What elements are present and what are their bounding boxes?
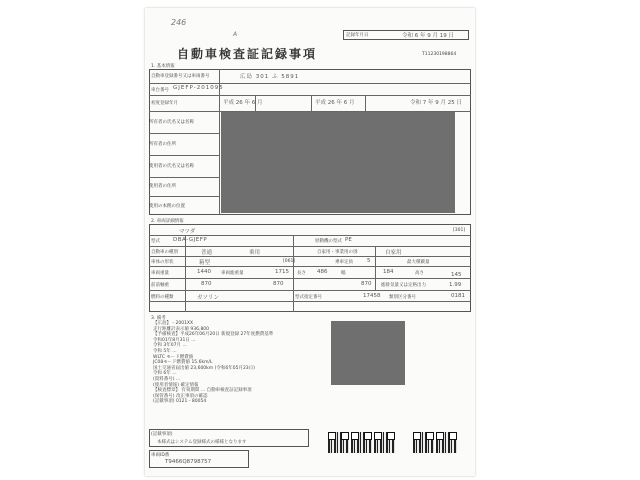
- issue-date-label: 記録年月日: [346, 33, 369, 38]
- type-value: DBA-GJEFP: [173, 237, 208, 243]
- divider: [149, 256, 471, 257]
- first-reg-value: 平成 26 年 6 月: [223, 100, 263, 106]
- qr-code-icon: [374, 432, 395, 453]
- divider: [149, 196, 219, 197]
- section2-heading: 2. 車両詳細情報: [151, 219, 184, 224]
- length-value: 486: [317, 269, 328, 275]
- remarks-list: [153, 321, 303, 405]
- engine-label: 原動機の型式: [315, 239, 342, 244]
- divider: [365, 95, 366, 111]
- barcode-label: 車両ID番: [151, 453, 170, 458]
- remark-line: 【検査標章】 有効期間 ... 自動車検査証記録事項: [153, 388, 252, 394]
- width-label: 幅: [341, 271, 346, 276]
- divider: [149, 133, 219, 134]
- remark-line: JC08モード燃費値 15.6km/L: [153, 360, 213, 366]
- remark-line: WLTC モード燃費値: [153, 354, 194, 360]
- remark-line: (使用者情報) 確定情報: [153, 382, 199, 388]
- divider: [375, 246, 376, 290]
- gross-label: 車両総重量: [221, 271, 244, 276]
- remark-line: 令和 5年 ...: [153, 348, 177, 354]
- class-label: 類別区分番号: [389, 295, 416, 300]
- gross-value: 1715: [275, 269, 289, 275]
- qr-code-icon: [351, 432, 372, 453]
- divider: [149, 95, 471, 96]
- body-label: 車体の形状: [151, 260, 174, 265]
- qr-code-icon: [413, 432, 434, 453]
- front-axle-label: 前前軸重: [151, 283, 169, 288]
- chassis-value: GJEFP-201095: [173, 85, 224, 91]
- maxload-label: 最大積載量: [407, 260, 430, 265]
- document-number: T11230198864: [422, 52, 457, 57]
- divider: [149, 235, 471, 236]
- qr-code-icon: [436, 432, 457, 453]
- weight-label: 車両重量: [151, 271, 169, 276]
- weight-value: 1440: [197, 269, 211, 275]
- handwritten-number: 246: [171, 18, 187, 27]
- redacted-owner-info: [221, 112, 455, 213]
- divider: [149, 83, 471, 84]
- class-value: 0181: [451, 293, 465, 299]
- use-value: 乗用: [249, 250, 261, 256]
- purpose-value: 自家用: [385, 250, 402, 256]
- section1-heading: 1. 基本情報: [151, 64, 175, 69]
- divider: [293, 235, 294, 312]
- front-axle-value-3: 870: [361, 281, 372, 287]
- height-value: 145: [451, 272, 462, 278]
- mid-date-value: 平成 26 年 6 月: [315, 100, 355, 106]
- divider: [149, 278, 471, 279]
- remark-line: 【広島】 - 2001XX: [153, 321, 194, 326]
- issue-date-value: 令和 6 年 9 月 19 日: [402, 33, 454, 39]
- purpose-label: 自家用・事業用の別: [317, 250, 358, 255]
- owner-name-label: 所有者の氏名又は名称: [149, 120, 194, 125]
- document-title: 自動車検査証記録事項: [177, 47, 318, 61]
- displacement-value: 1.99: [449, 282, 462, 288]
- expiry-value: 令和 7 年 9 月 25 日: [410, 100, 462, 106]
- divider: [311, 95, 312, 111]
- height-label: 高さ: [415, 271, 424, 276]
- base-location-label: 使用の本拠の位置: [149, 204, 185, 209]
- type-label: 型式: [151, 239, 160, 244]
- maker-value: マツダ: [179, 229, 196, 235]
- divider: [149, 290, 471, 291]
- body-value: 箱型: [199, 260, 211, 266]
- front-axle-value-2: 870: [273, 281, 284, 287]
- capacity-label: 乗車定員: [335, 260, 353, 265]
- front-axle-value: 870: [201, 281, 212, 287]
- model-value: 17458: [363, 293, 381, 299]
- inspection-certificate-page: [145, 8, 475, 476]
- divider: [149, 177, 219, 178]
- qr-code-icon: [328, 432, 349, 453]
- remark-line: 走行距離計表示値 936,800: [153, 326, 210, 332]
- remark-line: 【予備検査】平成26年06月20日 新規登録 27年度燃費基準: [153, 332, 274, 338]
- divider: [185, 235, 186, 312]
- width-value: 184: [383, 269, 394, 275]
- reg-value: 広島 301 ふ 5891: [240, 74, 300, 80]
- remark-line: (記載事項) 0121 - 80054: [153, 399, 207, 405]
- capacity-value: 5: [367, 258, 371, 264]
- remark-line: 国土交通省届出値 23,600km (令和6年05月23日): [153, 365, 255, 371]
- divider: [149, 266, 471, 267]
- footer-note: 本様式はシステム登録様式の様様となります: [157, 440, 247, 445]
- displacement-label: 総排気量又は定格出力: [381, 283, 426, 288]
- remark-line: 令和 6年 ...: [153, 371, 177, 377]
- redacted-remarks-image: [331, 321, 405, 385]
- fuel-label: 燃料の種類: [151, 295, 174, 300]
- kind-value: 普通: [201, 250, 213, 256]
- handwritten-a: A: [233, 31, 238, 38]
- maker-code: [301]: [453, 228, 466, 233]
- length-label: 長さ: [297, 271, 306, 276]
- divider: [149, 301, 471, 302]
- first-reg-label: 初度登録年月: [151, 101, 178, 106]
- divider: [149, 155, 219, 156]
- kind-label: 自動車の種別: [151, 250, 178, 255]
- user-address-label: 使用者の住所: [149, 184, 176, 189]
- fuel-value: ガソリン: [197, 295, 220, 301]
- divider: [149, 246, 471, 247]
- remark-line: 令和 3年07月 ...: [153, 343, 187, 349]
- remark-line: (資料番号) ...: [153, 376, 181, 382]
- chassis-label: 車台番号: [151, 88, 169, 93]
- remark-line: (保管番号) 改正事項の確認: [153, 393, 208, 399]
- section3-heading: 3. 備考: [151, 316, 166, 321]
- barcode-value: T9466Q8798757: [165, 459, 212, 465]
- owner-address-label: 所有者の住所: [149, 142, 176, 147]
- body-code: [061]: [283, 259, 296, 264]
- remark-line: 令和01年8月31日 ...: [153, 337, 196, 343]
- footer-label: (記載事項): [151, 432, 173, 437]
- user-name-label: 使用者の氏名又は名称: [149, 164, 194, 169]
- engine-value: PE: [345, 237, 352, 243]
- model-label: 型式指定番号: [295, 295, 322, 300]
- reg-label: 自動車登録番号又は車両番号: [151, 74, 210, 79]
